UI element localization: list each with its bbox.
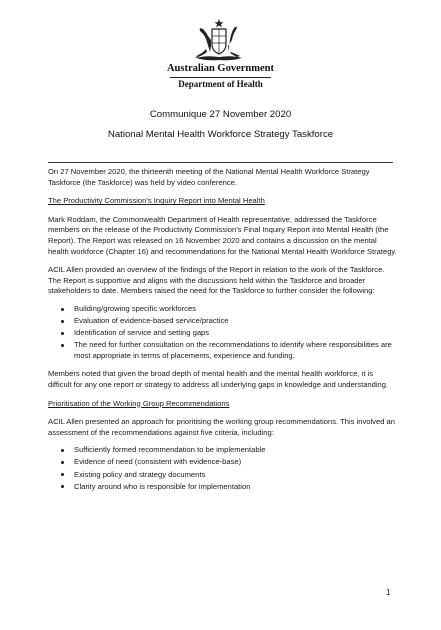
coat-of-arms-logo <box>190 18 248 62</box>
list-item-text: Sufficiently formed recommendation to be implementable <box>74 445 266 455</box>
list-item <box>48 457 398 468</box>
list-item <box>48 304 398 315</box>
bullet-icon <box>61 473 64 476</box>
document-body <box>48 167 398 494</box>
list-item-text: Existing policy and strategy documents <box>74 469 206 479</box>
list-item-text: The need for further consultation on the recommendations to identify where responsibilities are most appropriate in terms of placements, experience and funding. <box>74 340 392 360</box>
page-number: 1 <box>386 588 391 597</box>
intro-paragraph: On 27 November 2020, the thirteenth meeting of the National Mental Health Workforce Strategy Taskforce (the Taskforce) was held by video conference. <box>48 167 370 187</box>
taskforce-title: National Mental Health Workforce Strategy Taskforce <box>107 129 334 140</box>
communique-title: Communique 27 November 2020 <box>149 109 292 120</box>
list-item-text: Clarity around who is responsible for implementation <box>74 481 251 491</box>
list-item-text: Evidence of need (consistent with evidence-base) <box>74 457 242 467</box>
section-heading-inquiry-report: The Productivity Commission’s Inquiry Report into Mental Health <box>48 196 265 206</box>
bullet-icon <box>61 461 64 464</box>
list-item <box>48 340 398 361</box>
paragraph-acil-overview: ACIL Allen provided an overview of the findings of the Report in relation to the work of the Taskforce. The Report is supportive and aligns with the discussions held within the Taskforce and broader stakeholders to date. Members raised the need for the Taskforce to further consider the following: <box>48 265 385 296</box>
list-item-text: Evaluation of evidence-based service/practice <box>74 316 229 326</box>
title-divider <box>48 162 393 163</box>
bullet-icon <box>61 449 64 452</box>
list-item-text: Identification of service and setting gaps <box>74 328 210 338</box>
list-item <box>48 470 398 481</box>
bullet-icon <box>61 485 64 488</box>
list-item <box>48 482 398 493</box>
bullet-icon <box>61 332 64 335</box>
list-item <box>48 445 398 456</box>
list-item <box>48 328 398 339</box>
paragraph-members-noted: Members noted that given the broad depth of mental health and the mental health workforce, it is difficult for any one report or strategy to address all underlying gaps in knowledge and understanding. <box>48 369 389 389</box>
header-divider <box>170 77 271 78</box>
criteria-list <box>48 445 398 492</box>
considerations-list <box>48 304 398 361</box>
list-item <box>48 316 398 327</box>
bullet-icon <box>61 344 64 347</box>
government-name: Australian Government <box>166 63 275 74</box>
section-heading-prioritisation: Prioritisation of the Working Group Recommendations <box>48 398 230 408</box>
department-name: Department of Health <box>178 79 263 89</box>
bullet-icon <box>61 308 64 311</box>
bullet-icon <box>61 320 64 323</box>
list-item-text: Building/growing specific workforces <box>74 303 196 313</box>
paragraph-report-release: Mark Roddam, the Commonwealth Department of Health representative, addressed the Taskforce members on the release of the Productivity Commission’s Final Inquiry Report into Mental Health (the Report). The Report was released on 16 November 2020 and contains a discussion on the mental health workforce (Chapter 16) and recommendations for the National Mental Health Workforce Strategy. <box>48 214 397 256</box>
paragraph-prioritisation-approach: ACIL Allen presented an approach for prioritising the working group recommendations. This involved an assessment of the recommendations against five criteria, including: <box>48 417 395 437</box>
